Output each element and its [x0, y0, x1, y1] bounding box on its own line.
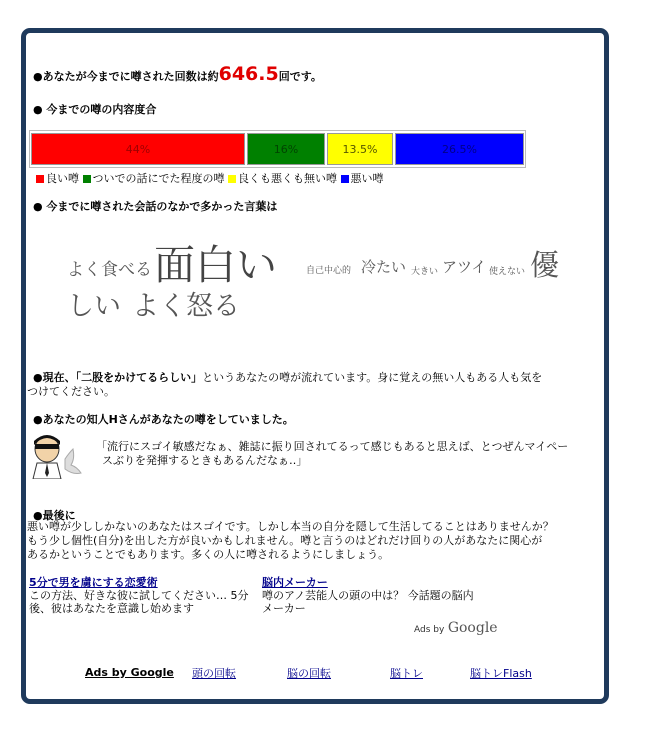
person-icon	[29, 429, 95, 479]
rumor-suffix: というあなたの噂が流れています。身に覚えの無い人もある人も気を	[202, 371, 543, 384]
word: しい	[67, 291, 121, 322]
word: よく食べる	[67, 260, 152, 280]
acquaintance-heading: ●あなたの知人Hさんがあなたの噂をしていました。	[33, 413, 294, 426]
quote-line-1: 「流行にスゴイ敏感だなぁ、雑誌に振り回されてるって感じもあると思えば、とつぜんマイペー	[96, 440, 569, 453]
ad-text: 後、彼はあなたを意識し始めます	[29, 602, 194, 615]
words-heading: ● 今までに噂された会話のなかで多かった言葉は	[33, 200, 278, 213]
rumor-highlight: 「二股をかけてるらしい」	[75, 371, 203, 384]
final-text-line: あるかということでもあります。多くの人に噂されるようにしましょう。	[27, 548, 390, 561]
avatar	[29, 429, 95, 479]
final-text-line: 悪い噂が少ししかないのあなたはスゴイです。しかし本当の自分を隠して生活してることはありませんか？	[27, 520, 554, 533]
ads-by-label: Ads by	[414, 625, 445, 635]
google-logo: Google	[447, 620, 498, 636]
ratio-legend	[36, 170, 384, 186]
ad-text: メーカー	[262, 602, 306, 615]
ratio-bar-segment: 16%	[247, 133, 325, 165]
legend-red-square	[36, 175, 44, 183]
ad-text: 噂のアノ芸能人の頭の中は？ 今話題の脳内	[262, 589, 474, 602]
link-brain-spin[interactable]: 脳の回転	[287, 667, 331, 680]
legend-blue-square	[341, 175, 349, 183]
legend-yellow-square	[228, 175, 236, 183]
ad-unit	[262, 576, 502, 615]
ad-unit	[29, 576, 249, 615]
word-emphasis: 面白い	[154, 241, 277, 289]
legend-label: 良い噂	[46, 172, 79, 185]
word: 冷たい	[361, 258, 407, 276]
count-value: 646.5	[218, 63, 279, 85]
final-text	[27, 520, 554, 562]
ads-by-google-badge[interactable]	[414, 620, 498, 636]
link-brain-training[interactable]: 脳トレ	[390, 667, 423, 680]
word: 使えない	[489, 267, 526, 277]
ratio-bar-segment: 44%	[31, 133, 245, 165]
ad-title-link[interactable]: 5分で男を虜にする恋愛術	[29, 576, 158, 589]
rumor-count-line	[33, 63, 322, 85]
word: 自己中心的	[306, 266, 352, 276]
quote-line-2: スぶりを発揮するときもあるんだなぁ‥」	[102, 454, 308, 467]
word: 優	[530, 248, 560, 282]
ratio-bar-segment: 26.5%	[395, 133, 524, 165]
link-brain-training-flash[interactable]: 脳トレFlash	[470, 667, 532, 680]
ad-title-link[interactable]: 脳内メーカー	[262, 576, 328, 589]
legend-label: 悪い噂	[350, 172, 384, 185]
final-text-line: もう少し個性(自分)を出した方が良いかもしれません。噂と言うのはどれだけ回りの人があなたに関心が	[27, 534, 543, 547]
word: よく怒る	[132, 291, 240, 322]
rumor-line-2: つけてください。	[27, 385, 115, 398]
content-ratio-heading: ● 今までの噂の内容度合	[33, 103, 157, 116]
count-prefix: ●あなたが今までに噂された回数は約	[33, 70, 219, 83]
final-heading: ●最後に	[33, 509, 76, 522]
link-brain-rotation[interactable]: 頭の回転	[192, 667, 236, 680]
legend-green-square	[83, 175, 91, 183]
legend-label: 良くも悪くも無い噂	[238, 172, 337, 185]
ads-by-google-link[interactable]: Ads by Google	[85, 666, 174, 679]
word: 大きい	[411, 267, 439, 277]
rumor-prefix: ●現在、	[33, 371, 76, 384]
ratio-bar-segment: 13.5%	[327, 133, 393, 165]
count-suffix: 回です。	[278, 70, 322, 83]
ad-text: この方法、好きな彼に試してください… 5分	[29, 589, 249, 602]
legend-label: ついでの話にでた程度の噂	[92, 172, 225, 185]
word: アツイ	[442, 258, 487, 276]
